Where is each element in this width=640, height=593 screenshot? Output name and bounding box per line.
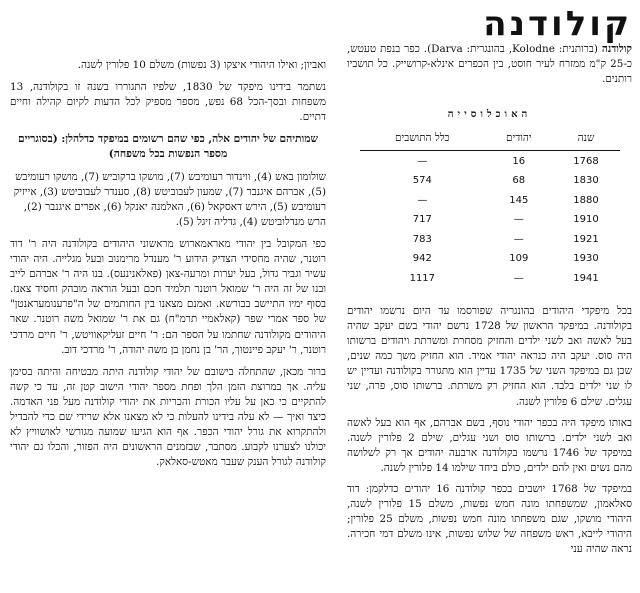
population-table-header bbox=[360, 128, 620, 151]
cell-total: 1117 bbox=[409, 272, 436, 284]
left-column bbox=[10, 58, 326, 477]
cell-total: 783 bbox=[412, 233, 432, 245]
population-table-title: האוכלוסייה bbox=[447, 109, 532, 121]
page-title: קולודנה bbox=[483, 4, 632, 44]
header-total: כלל התושבים bbox=[360, 128, 486, 151]
cell-year: 1830 bbox=[573, 175, 599, 187]
cell-year: 1880 bbox=[573, 194, 599, 206]
intro-paragraph bbox=[347, 42, 632, 87]
body-paragraph: במיפקד של 1768 יושבים בכפר קולודנה 16 יהודים כדלקמן: דוד סאלאמון, שמשפחתו מונה חמש נפשות, משלם 15 פלורין לשנה, היהודי מושקו, שגם משפחתו מונה חמש נפשות, משלם 25 פלורין; היהודי לייבא, ראש משפחה של שלוש נפשות, אינו משלם דמי חכירה. נראה שהיה עני bbox=[347, 483, 633, 556]
table-row bbox=[360, 190, 620, 210]
body-paragraph: כפי המקובל בין יהודי מאראמארוש מראשוני היהודים בקולודנה היה ר' דוד רוטנר, שהיה מחסידי הצדיק הידוע ר' מענדל מרימנוב ובעל מגלייה. היה יהודי עשיר וגביר גדול, בעל יערות ומרעה-צאן (פאלאנינעס). בנו היה ר' אברהם לייב ובנו של זה היה ר' שמואל רוטנר תלמיד חכם ובעל הוראה מובהק וחסיד צאנז. בסוף ימיו התיישב בבורשא. ואמנם מצאנו בין החותמים של ה"פרענומעראנטן" של ספר אמרי שפר (קאלאמיי תרמ"ח) גם את ר' שמואל משה רוטנר. שאר היהודים מקולודנה שחתמו על הספר הם: ר' חיים זעליקאוויטש, ר' חיים מרדכי רוטנר, ר' יעקב פיינטוך, הר' בן נחמן בן משה יהודה, ר' מרדכי דוב. bbox=[10, 237, 326, 356]
table-row bbox=[360, 249, 620, 269]
cell-jews: 109 bbox=[509, 253, 529, 265]
cell-jews: — bbox=[513, 214, 524, 226]
cell-jews: 68 bbox=[512, 175, 526, 187]
cell-total: 574 bbox=[412, 175, 432, 187]
cell-year: 1921 bbox=[573, 233, 599, 245]
table-row bbox=[360, 229, 620, 249]
cell-year: 1941 bbox=[573, 272, 599, 284]
table-row bbox=[360, 268, 620, 288]
table-row bbox=[360, 210, 620, 230]
table-row bbox=[360, 171, 620, 191]
right-column bbox=[347, 42, 632, 563]
body-paragraph: ברור מכאן, שהתחלה בישובם של יהודי קולודנה היתה מבטיחה והיתה בסימן עליה. אך במרוצת הזמן הלך ופחת מספר יהודי הישוב קטן זה, עד כי קשה להתקיים כי כאן על עליו הכורת והכריות את יהודי קולודנה מעל פני האדמה. כיצד ואיך — לא עלה בידינו להעלות כי לא מצאנו אלא שרידי שם כדי להבדיל ולהתקרוא את גורל יהודי הכפר. אף הוא הגיעו שמועה מגורשי לאושוויץ לא יכולנו לצערנו לקבוע. מסתבר, שבזמנים הראשונים היה הפזור, והכלו גם יהודי קולודנה לגורל הענק שעבר מאטש-סאלאק. bbox=[10, 365, 326, 469]
section-subheading: שמותיהם של יהודים אלה, כפי שהם רשומים במיפקד כדלהלן: (בסוגריים מספר הנפשות בכל משפחה) bbox=[18, 133, 318, 161]
body-paragraph: בכל מיפקדי היהודים בהונגריה שפורסמו עד היום נרשמו יהודים בקולודנה. במיפקד הראשון של 1728 נרשם יהודי בשם יעקב שהיה בעל לאשה ואב לשני ילדים והחזיק מסחרת ומשרתת ויהודים ברשותו היה סוס. יעקב היה כנראה יהודי אמיד. הוא החזיק משך כמה שנים, שכן גם במיפקד השני של 1735 עדיין הוא מתגורר בקולודנה ועדיין יש לו שני ילדים בלבד. הוא החזיק רק משרתת. ברשותו סוס, פרה, שני עגלים. שילם 6 פלורין לשנה. bbox=[347, 304, 632, 408]
population-table bbox=[360, 128, 620, 288]
body-paragraph: ואביון; ואילו היהודי איצקו (3 נפשות) משלם 10 פלורין לשנה. bbox=[77, 59, 326, 71]
intro-text: (ברותנית: Kolodne, בהונגרית: Darva). כפר בנפת טעטש, כ-25 ק"מ ממזרח לעיר חוסט, בין הכפרים אינלא-קרושייק. כל תושביו רותנים. bbox=[347, 43, 632, 86]
table-row bbox=[360, 151, 620, 171]
spacer bbox=[347, 288, 632, 304]
header-jews: יהודים bbox=[485, 128, 552, 151]
cell-year: 1930 bbox=[573, 253, 599, 265]
names-list: שולומון באש (4), ווינדור רעומיבש (7), מושקו ברקוביש (7), מושקו רעומיבש (5), אברהם איגנבר (7), שמעון לעבוביטש (8), סענדר לעבוביטש (3), אייזיק רעומיבש (5), הירש דאסקאל (6), האלמנה יאנקל (6), אפרים איגנבר (2), הרש מנדלוביטש (4), גדליה זיגל (5). bbox=[13, 170, 326, 228]
cell-total: 717 bbox=[412, 214, 432, 226]
cell-jews: — bbox=[513, 233, 524, 245]
cell-jews: — bbox=[513, 272, 524, 284]
cell-jews: 16 bbox=[512, 155, 526, 167]
cell-total: 942 bbox=[412, 253, 432, 265]
header-year: שנה bbox=[552, 128, 619, 151]
cell-year: 1910 bbox=[573, 214, 599, 226]
cell-total: — bbox=[417, 155, 428, 167]
cell-jews: 145 bbox=[509, 194, 529, 206]
intro-lead: קולודנה bbox=[601, 43, 632, 55]
cell-year: 1768 bbox=[573, 155, 599, 167]
body-paragraph: נשתמר בידינו מיפקד של 1830, שלפיו התגוררו בשנה זו בקולודנה, 13 משפחות ובסך-הכל 68 נפש, מספר מספיק לכל הדעות לקיום קהילה וחיים דתיים. bbox=[10, 81, 326, 124]
cell-total: — bbox=[417, 194, 428, 206]
body-paragraph: באותו מיפקד היה בכפר יהודי נוסף, בשם אברהם, אף הוא בעל לאשה ואב לשני ילדים. ברשותו סוס ושני עגלים, שילם 2 פלורין לשנה. במיפקד של 1746 נרשמו בקולודנה ארבעה יהודים אך רק לשלושה מהם נשים ואין להם ילדים, כולם ביחד שילמו 14 פלורין לשנה. bbox=[347, 416, 632, 474]
